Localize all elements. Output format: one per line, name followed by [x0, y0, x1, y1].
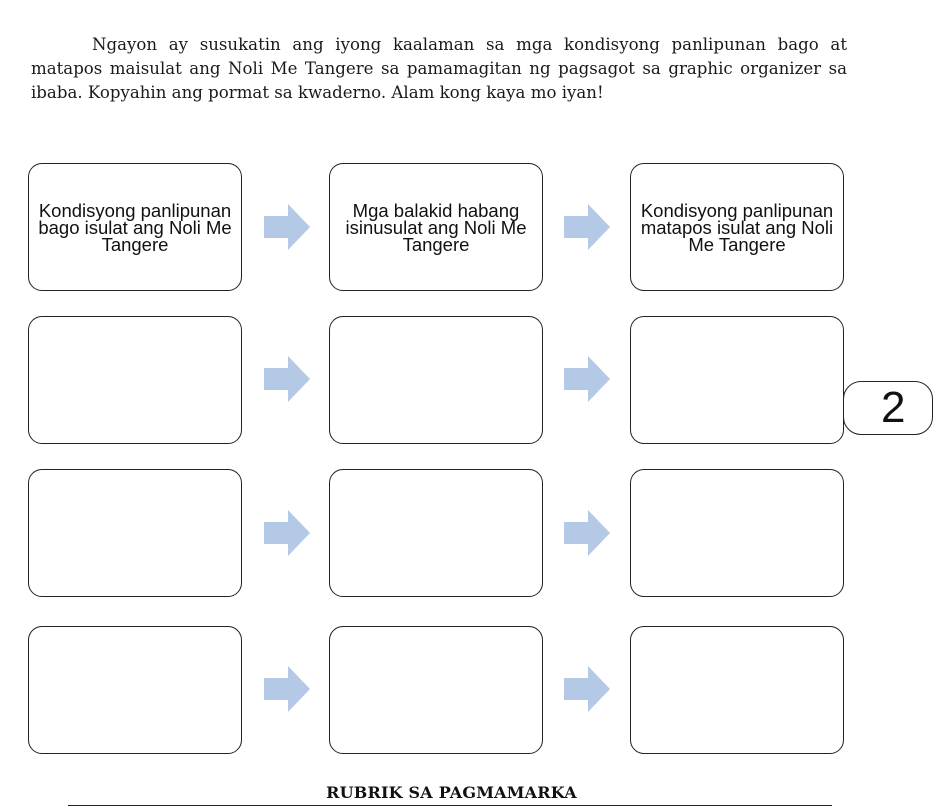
right-arrow-icon — [564, 356, 610, 402]
page-number: 2 — [881, 383, 906, 432]
answer-box — [630, 316, 844, 444]
right-arrow-icon — [264, 666, 310, 712]
answer-box — [28, 626, 242, 754]
right-arrow-icon — [264, 510, 310, 556]
header-label-after: Kondisyong panlipunan matapos isulat ang Noli Me Tangere — [640, 199, 834, 255]
right-arrow-icon — [564, 510, 610, 556]
header-label-before: Kondisyong panlipunan bago isulat ang Noli Me Tangere — [38, 199, 232, 255]
answer-box — [630, 626, 844, 754]
rubric-divider — [68, 805, 832, 806]
answer-box — [630, 469, 844, 597]
answer-box — [28, 316, 242, 444]
answer-box — [329, 626, 543, 754]
header-box-before — [28, 163, 242, 291]
answer-box — [28, 469, 242, 597]
right-arrow-icon — [264, 356, 310, 402]
right-arrow-icon — [264, 204, 310, 250]
instructions-paragraph: Ngayon ay susukatin ang iyong kaalaman sa mga kondisyong panlipunan bago at matapos maisulat ang Noli Me Tangere sa pamamagitan ng pagsagot sa graphic organizer sa ibaba. Kopyahin ang pormat sa kwaderno. Alam kong kaya mo iyan! — [31, 35, 847, 102]
header-label-obstacles: Mga balakid habang isinusulat ang Noli Me Tangere — [345, 199, 527, 255]
answer-box — [329, 469, 543, 597]
rubric-heading: RUBRIK SA PAGMAMARKA — [326, 783, 577, 802]
header-box-obstacles — [329, 163, 543, 291]
right-arrow-icon — [564, 666, 610, 712]
answer-box — [329, 316, 543, 444]
right-arrow-icon — [564, 204, 610, 250]
header-box-after — [630, 163, 844, 291]
